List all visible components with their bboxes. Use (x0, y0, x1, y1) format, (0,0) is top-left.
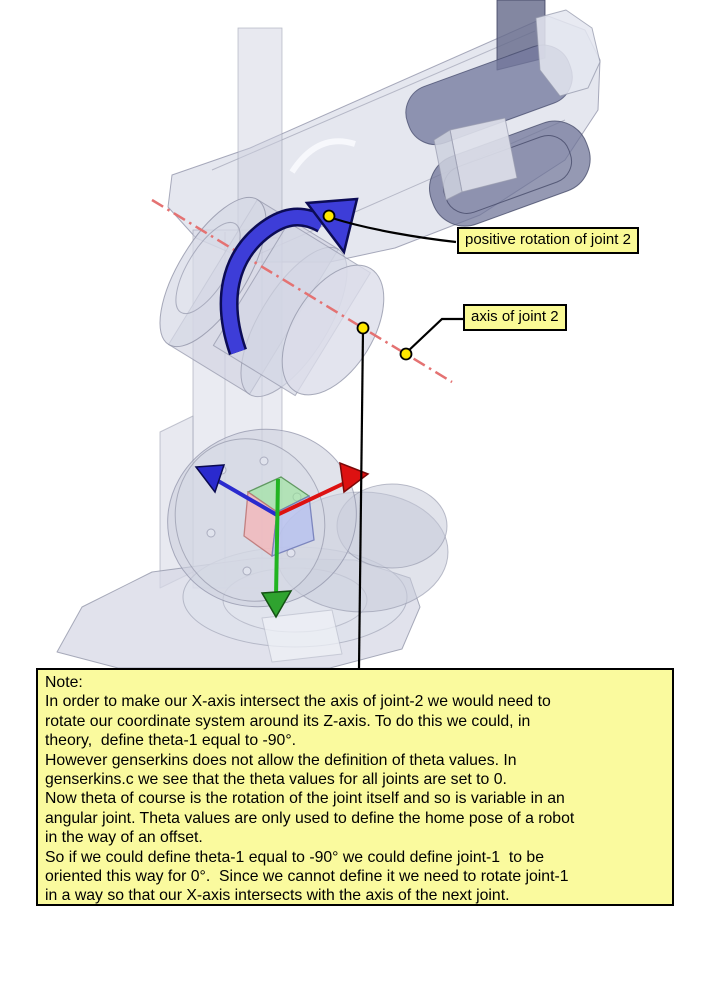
note-line: in the way of an offset. (45, 829, 203, 847)
axis-marker-dot-inner (358, 323, 369, 334)
note-line: Now theta of course is the rotation of the joint itself and so is variable in an (45, 790, 565, 808)
axis-of-joint-callout: axis of joint 2 (463, 304, 567, 331)
note-line: So if we could define theta-1 equal to -90° we could define joint-1 to be (45, 848, 544, 866)
note-box (36, 668, 674, 906)
note-line: Note: (45, 674, 83, 691)
note-line: In order to make our X-axis intersect the axis of joint-2 we would need to (45, 693, 551, 711)
note-line: However genserkins does not allow the definition of theta values. In (45, 751, 517, 769)
bolt-hole (207, 529, 215, 537)
note-line: oriented this way for 0°. Since we cannot define it we need to rotate joint-1 (45, 868, 569, 886)
note-line: angular joint. Theta values are only used to define the home pose of a robot (45, 809, 575, 827)
leader-axis-label (406, 319, 463, 353)
note-line: theory, define theta-1 equal to -90°. (45, 732, 297, 750)
note-line: genserkins.c we see that the theta values for all joints are set to 0. (45, 771, 507, 789)
axis-marker-dot-outer (401, 349, 412, 360)
note-line: rotate our coordinate system around its Z-axis. To do this we could, in (45, 712, 531, 730)
bolt-hole (260, 457, 268, 465)
robot-arm-model (57, 0, 600, 668)
note-line: in a way so that our X-axis intersects with the axis of the next joint. (45, 887, 510, 905)
positive-rotation-callout: positive rotation of joint 2 (457, 227, 639, 254)
rotation-marker-dot (324, 211, 335, 222)
base-notch (262, 610, 342, 662)
bolt-hole (243, 567, 251, 575)
x-axis-arrowhead-icon (340, 463, 368, 492)
y-axis-line (276, 479, 278, 597)
